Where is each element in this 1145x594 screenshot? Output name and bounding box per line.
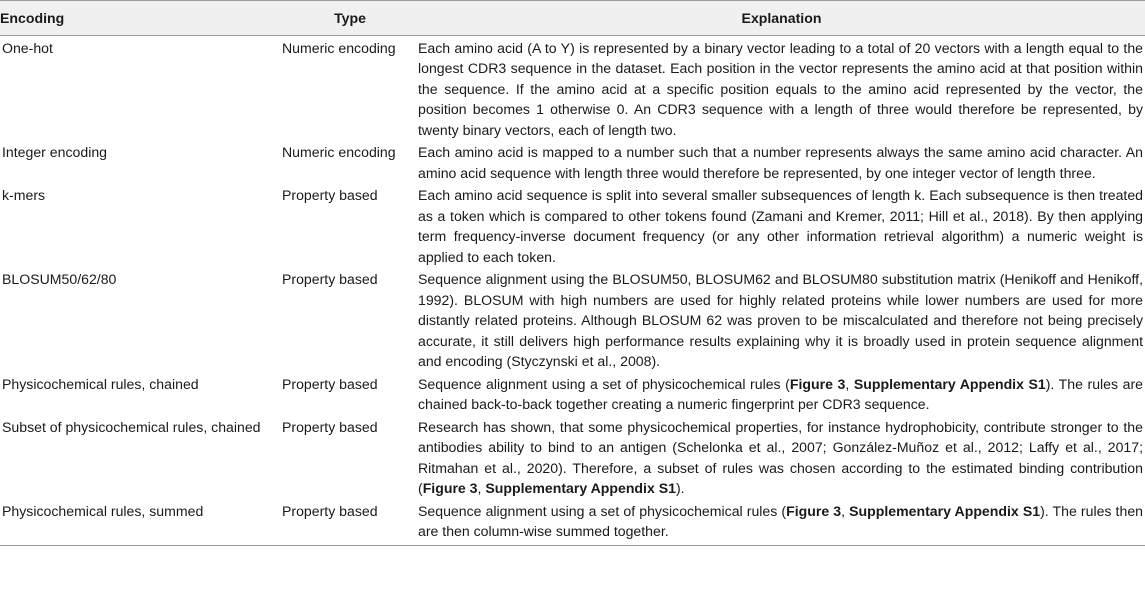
cell-type: Property based [282,187,378,203]
explanation-bold-ref: Supplementary Appendix S1 [853,375,1046,392]
explanation-text: Each amino acid (A to Y) is represented by a binary vector leading to a total of 20 vectors with a length equal to the longest CDR3 sequence in the dataset. Each position in the vector represents the amino acid at that position within the sequence. If the amino acid at a specific position equals to the amino acid represented by the vector, the position becomes 1 otherwise 0. An CDR3 sequence with a length of three would therefore be represented, by twenty binary vectors, each of length two. [418,39,1143,138]
explanation-text: ). The rules are chained back-to-back together creating a numeric fingerprint per CDR3 sequence. [418,375,1143,412]
explanation-text: , [841,502,850,519]
cell-encoding: Physicochemical rules, summed [0,499,282,546]
header-row [0,1,1145,36]
explanation-text: ). The rules then are then column-wise summed together. [418,502,1143,539]
explanation-bold-ref: Figure 3 [789,375,846,392]
table-row [0,415,1145,499]
explanation-text: , [477,480,486,496]
cell-type: Property based [282,499,418,546]
cell-explanation [418,499,1145,546]
explanation-bold-ref: Supplementary Appendix S1 [849,502,1041,519]
cell-explanation [418,35,1145,140]
explanation-text: ). [675,480,685,496]
cell-explanation [418,372,1145,415]
header-encoding: Encoding [0,1,282,36]
header-explanation: Explanation [418,1,1145,36]
table-row [0,372,1145,415]
explanation-text: Sequence alignment using a set of physicochemical rules ( [418,375,790,392]
cell-explanation [418,140,1145,183]
table-row [0,183,1145,267]
table-body [0,35,1145,545]
cell-encoding: Subset of physicochemical rules, chained [2,418,261,435]
table-row [0,35,1145,140]
cell-encoding: BLOSUM50/62/80 [2,271,117,287]
cell-explanation [418,415,1145,499]
table-row [0,140,1145,183]
cell-type: Numeric encoding [282,39,396,56]
header-type: Type [282,1,418,36]
cell-type: Property based [282,271,378,287]
cell-explanation [418,267,1145,372]
table-row [0,499,1145,546]
cell-encoding: One-hot [2,39,53,56]
explanation-text: Each amino acid is mapped to a number such that a number represents always the same amino acid character. An amino acid sequence with length three would therefore be represented, by one integer vector of length three. [418,144,1143,181]
cell-explanation [418,183,1145,267]
explanation-bold-ref: Figure 3 [422,480,478,496]
explanation-text: Sequence alignment using the BLOSUM50, BLOSUM62 and BLOSUM80 substitution matrix (Henikoff and Henikoff, 1992). BLOSUM with high numbers are used for highly related proteins while lower numbers are used for more distantly related proteins. Although BLOSUM 62 was proven to be miscalculated and therefore not being precisely accurate, it still delivers high performance results explaining why it is broadly used in protein sequence alignment and encoding (Styczynski et al., 2008). [418,271,1143,369]
cell-type: Property based [282,418,378,435]
cell-encoding: k-mers [2,187,46,203]
explanation-text: , [845,375,854,392]
cell-type: Numeric encoding [282,144,396,160]
explanation-text: Research has shown, that some physicochemical properties, for instance hydrophobicity, contribute stronger to the antibodies ability to bind to an antigen (Schelonka et al., 2007; González-Muñoz et al., 2012; Laffy et al., 2017; Ritmahan et al., 2020). Therefore, a subset of rules was chosen according to the estimated binding contribution ( [418,418,1143,496]
cell-type: Property based [282,375,378,392]
cell-encoding: Physicochemical rules, chained [2,375,199,392]
table-row [0,267,1145,372]
explanation-bold-ref: Figure 3 [786,502,842,519]
cell-encoding: Integer encoding [2,144,108,160]
explanation-text: Sequence alignment using a set of physicochemical rules ( [418,502,787,519]
explanation-text: Each amino acid sequence is split into several smaller subsequences of length k. Each subsequence is then treated as a token which is compared to other tokens found (Zamani and Kremer, 2011; Hill et al., 2018). By then applying term frequency-inverse document frequency (or any other information retrieval algorithm) a numeric weight is applied to each token. [418,187,1143,265]
explanation-bold-ref: Supplementary Appendix S1 [485,480,676,496]
